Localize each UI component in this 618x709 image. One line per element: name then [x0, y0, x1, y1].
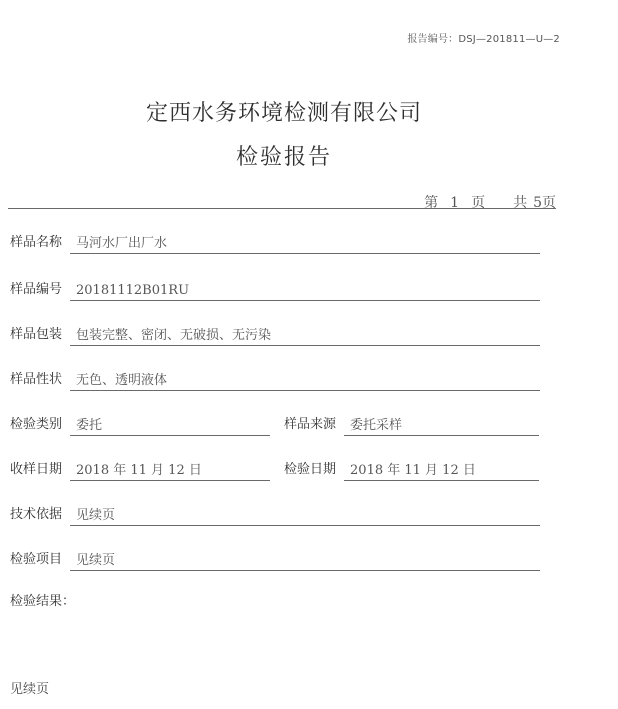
sample-number-value: 20181112B01RU — [70, 282, 540, 301]
row-inspection-type-source — [10, 416, 539, 436]
inspection-date-label: 检验日期 — [284, 462, 337, 477]
row-sample-property — [10, 371, 540, 391]
technical-basis-label: 技术依据 — [10, 507, 63, 522]
receive-date-label: 收样日期 — [10, 462, 63, 477]
row-sample-package — [10, 326, 540, 346]
sample-source-value: 委托采样 — [344, 417, 539, 436]
total-prefix: 共 — [513, 195, 528, 211]
row-dates — [10, 461, 539, 481]
inspection-items-label: 检验项目 — [10, 552, 63, 567]
inspection-result-label: 检验结果： — [10, 594, 76, 609]
inspection-type-value: 委托 — [70, 417, 270, 436]
document-title: 检验报告 — [235, 145, 332, 170]
continued-note: 见续页 — [10, 682, 50, 697]
page-divider — [8, 208, 556, 209]
sample-package-value: 包装完整、密闭、无破损、无污染 — [70, 327, 540, 346]
report-number: 报告编号：DSJ—201811—U—2 — [407, 34, 560, 45]
sample-package-label: 样品包装 — [10, 327, 63, 342]
page-word: 页 — [471, 195, 486, 211]
sample-number-label: 样品编号 — [10, 282, 63, 297]
company-name: 定西水务环境检测有限公司 — [145, 101, 422, 126]
row-sample-number — [10, 281, 540, 301]
row-inspection-items — [10, 551, 540, 571]
page-current: 1 — [450, 195, 460, 211]
technical-basis-value: 见续页 — [70, 507, 540, 526]
page-prefix: 第 — [424, 195, 439, 211]
total-pages: 5 — [533, 195, 542, 211]
inspection-date-value: 2018 年 11 月 12 日 — [344, 462, 539, 481]
sample-name-label: 样品名称 — [10, 235, 63, 250]
sample-property-value: 无色、透明液体 — [70, 372, 540, 391]
total-word: 页 — [542, 195, 556, 211]
sample-name-value: 马河水厂出厂水 — [70, 235, 540, 254]
row-inspection-result — [10, 593, 75, 613]
sample-property-label: 样品性状 — [10, 372, 63, 387]
inspection-type-label: 检验类别 — [10, 417, 63, 432]
inspection-items-value: 见续页 — [70, 552, 540, 571]
sample-source-label: 样品来源 — [284, 417, 337, 432]
page-indicator — [424, 192, 556, 212]
row-technical-basis — [10, 506, 540, 526]
receive-date-value: 2018 年 11 月 12 日 — [70, 462, 270, 481]
row-sample-name — [10, 234, 540, 254]
